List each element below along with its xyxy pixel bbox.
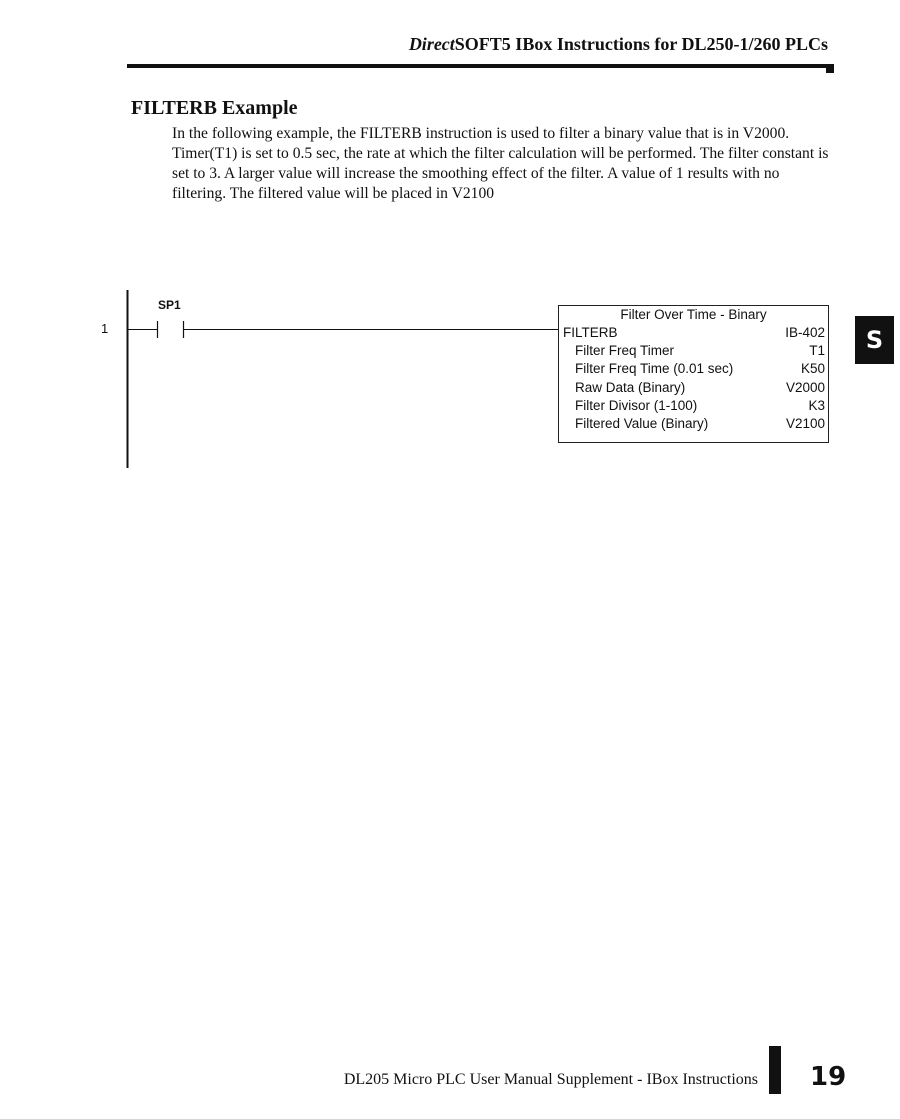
param-value: V2000 [785, 379, 825, 395]
ibox-param-row [559, 415, 828, 433]
ibox-title: Filter Over Time - Binary [620, 307, 767, 322]
param-label: Filter Freq Timer [575, 343, 675, 359]
filterb-ibox [558, 305, 829, 443]
contact-label: SP1 [158, 298, 181, 312]
footer-text: DL205 Micro PLC User Manual Supplement - IBox Instructions [343, 1071, 758, 1088]
param-value: V2100 [785, 415, 825, 431]
ibox-param-row [559, 342, 828, 360]
header-brand: Direct [408, 34, 455, 54]
param-value: K3 [808, 397, 825, 413]
section-tab: S [855, 316, 894, 364]
rung-number: 1 [101, 321, 109, 336]
page-number: 19 [810, 1062, 847, 1092]
ibox-param-row [559, 397, 828, 415]
ibox-instruction-row [559, 324, 828, 342]
ibox-instruction-id: IB-402 [785, 325, 825, 340]
ibox-param-row [559, 360, 828, 378]
section-title: FILTERB Example [131, 97, 298, 119]
header-title: SOFT5 IBox Instructions for DL250-1/260 PLCs [454, 34, 828, 54]
ibox-param-row [559, 379, 828, 397]
ibox-instruction: FILTERB [563, 325, 618, 340]
param-label: Filtered Value (Binary) [575, 415, 709, 431]
param-label: Filter Freq Time (0.01 sec) [575, 361, 734, 377]
param-label: Filter Divisor (1-100) [575, 397, 698, 413]
param-value: K50 [800, 361, 825, 377]
example-description: In the following example, the FILTERB instruction is used to filter a binary value that is in V2000. Timer(T1) is set to 0.5 sec, the rate at which the filter calculation will be performed. The filter constant is set to 3. A larger value will increase the smoothing effect of the filter. A value of 1 results with no filtering. The filtered value will be placed in V2100 [172, 125, 829, 202]
param-value: T1 [809, 343, 825, 359]
param-label: Raw Data (Binary) [575, 379, 686, 395]
footer-bar [769, 1046, 781, 1094]
